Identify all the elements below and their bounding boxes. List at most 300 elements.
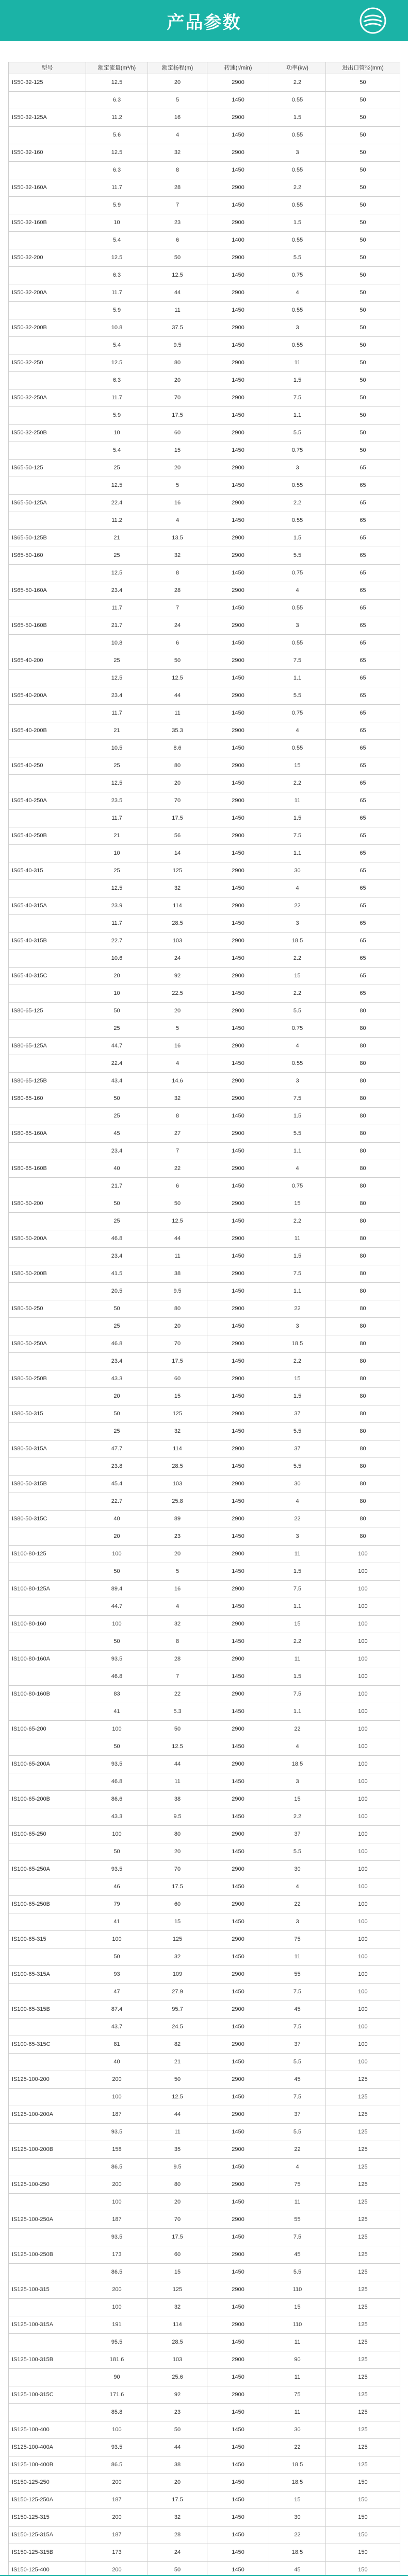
model-cell (9, 337, 86, 354)
table-row (9, 810, 400, 827)
value-cell: 55 (269, 2211, 326, 2229)
value-cell: 80 (326, 1423, 400, 1440)
table-row (9, 2386, 400, 2404)
value-cell: 150 (326, 2492, 400, 2509)
value-cell: 1450 (207, 407, 269, 425)
value-cell: 3 (269, 1773, 326, 1791)
table-row (9, 74, 400, 92)
table-row (9, 845, 400, 862)
table-row (9, 1300, 400, 1318)
value-cell: 1.1 (269, 407, 326, 425)
value-cell: 100 (326, 1966, 400, 1984)
model-cell: IS65-50-125B (9, 530, 86, 547)
table-row (9, 2404, 400, 2421)
value-cell: 1400 (207, 232, 269, 249)
value-cell: 5.5 (269, 1458, 326, 1476)
value-cell: 25 (86, 1213, 148, 1230)
table-row (9, 1038, 400, 1055)
value-cell: 2900 (207, 2281, 269, 2299)
model-cell: IS150-125-315A (9, 2527, 86, 2544)
model-cell: IS125-100-200 (9, 2071, 86, 2089)
value-cell: 8 (148, 565, 207, 582)
table-row (9, 2194, 400, 2211)
value-cell: 0.55 (269, 197, 326, 214)
value-cell: 93.5 (86, 1861, 148, 1878)
value-cell: 28 (148, 179, 207, 197)
value-cell: 20 (86, 1388, 148, 1405)
model-cell: IS50-32-160 (9, 144, 86, 162)
value-cell: 171.6 (86, 2386, 148, 2404)
value-cell: 16 (148, 1581, 207, 1598)
value-cell: 15 (148, 442, 207, 460)
value-cell: 80 (326, 1353, 400, 1370)
value-cell: 5.5 (269, 1843, 326, 1861)
model-cell (9, 1108, 86, 1125)
model-cell (9, 1248, 86, 1265)
value-cell: 8 (148, 1633, 207, 1651)
value-cell: 50 (148, 2071, 207, 2089)
value-cell: 37.5 (148, 319, 207, 337)
value-cell: 200 (86, 2071, 148, 2089)
model-cell (9, 2159, 86, 2176)
model-cell: IS65-40-250 (9, 757, 86, 775)
table-row (9, 1090, 400, 1108)
value-cell: 3 (269, 1318, 326, 1335)
value-cell: 65 (326, 565, 400, 582)
value-cell: 15 (148, 1388, 207, 1405)
value-cell: 1450 (207, 1423, 269, 1440)
value-cell: 47.7 (86, 1440, 148, 1458)
value-cell: 9.5 (148, 2159, 207, 2176)
value-cell: 1450 (207, 950, 269, 968)
value-cell: 47 (86, 1984, 148, 2001)
model-cell: IS80-65-125A (9, 1038, 86, 1055)
value-cell: 11 (148, 302, 207, 319)
table-row (9, 1335, 400, 1353)
model-cell (9, 915, 86, 933)
value-cell: 65 (326, 722, 400, 740)
model-cell (9, 162, 86, 179)
value-cell: 80 (148, 1826, 207, 1843)
value-cell: 11 (148, 1248, 207, 1265)
value-cell: 25 (86, 1423, 148, 1440)
value-cell: 80 (326, 1038, 400, 1055)
value-cell: 1450 (207, 1598, 269, 1616)
value-cell: 65 (326, 460, 400, 477)
table-row (9, 1808, 400, 1826)
value-cell: 12.5 (148, 670, 207, 687)
value-cell: 12.5 (86, 354, 148, 372)
value-cell: 80 (326, 1440, 400, 1458)
value-cell: 86.5 (86, 2456, 148, 2474)
value-cell: 5.5 (269, 2054, 326, 2071)
value-cell: 125 (326, 2089, 400, 2106)
column-header: 转速(r/min) (207, 62, 269, 74)
value-cell: 1450 (207, 1843, 269, 1861)
spec-table (8, 62, 400, 2576)
value-cell: 6 (148, 1178, 207, 1195)
value-cell: 11 (148, 2124, 207, 2141)
value-cell: 1450 (207, 2456, 269, 2474)
value-cell: 20 (148, 460, 207, 477)
value-cell: 20 (148, 2194, 207, 2211)
value-cell: 50 (86, 1405, 148, 1423)
value-cell: 25 (86, 652, 148, 670)
value-cell: 15 (269, 757, 326, 775)
model-cell: IS50-32-250B (9, 425, 86, 442)
value-cell: 14.6 (148, 1073, 207, 1090)
table-row (9, 722, 400, 740)
model-cell (9, 2264, 86, 2281)
value-cell: 5.5 (269, 2264, 326, 2281)
table-row (9, 2456, 400, 2474)
value-cell: 6 (148, 232, 207, 249)
value-cell: 1450 (207, 1388, 269, 1405)
value-cell: 46 (86, 1878, 148, 1896)
value-cell: 50 (326, 354, 400, 372)
value-cell: 150 (326, 2509, 400, 2527)
value-cell: 50 (326, 197, 400, 214)
value-cell: 100 (326, 1913, 400, 1931)
value-cell: 80 (326, 1195, 400, 1213)
value-cell: 100 (86, 1826, 148, 1843)
model-cell: IS65-50-160A (9, 582, 86, 600)
model-cell: IS125-100-400B (9, 2456, 86, 2474)
table-row (9, 1405, 400, 1423)
value-cell: 35 (148, 2141, 207, 2159)
value-cell: 181.6 (86, 2351, 148, 2369)
value-cell: 12.5 (148, 1213, 207, 1230)
table-row (9, 530, 400, 547)
value-cell: 23 (148, 2404, 207, 2421)
value-cell: 1450 (207, 127, 269, 144)
value-cell: 23 (148, 214, 207, 232)
value-cell: 80 (326, 1511, 400, 1528)
table-row (9, 1458, 400, 1476)
value-cell: 1450 (207, 1703, 269, 1721)
table-row (9, 757, 400, 775)
value-cell: 11.7 (86, 600, 148, 617)
value-cell: 0.75 (269, 705, 326, 722)
value-cell: 80 (326, 1335, 400, 1353)
table-row (9, 2019, 400, 2036)
model-cell (9, 810, 86, 827)
table-row (9, 179, 400, 197)
value-cell: 15 (148, 1913, 207, 1931)
value-cell: 6.3 (86, 267, 148, 284)
model-cell: IS65-40-250A (9, 792, 86, 810)
value-cell: 2900 (207, 1791, 269, 1808)
value-cell: 2900 (207, 1003, 269, 1020)
value-cell: 4 (269, 284, 326, 302)
value-cell: 1450 (207, 2194, 269, 2211)
model-cell: IS80-50-200A (9, 1230, 86, 1248)
spec-table-container (8, 62, 400, 2576)
table-row (9, 302, 400, 319)
table-row (9, 1476, 400, 1493)
value-cell: 80 (148, 2176, 207, 2194)
table-row (9, 1546, 400, 1563)
model-cell (9, 2299, 86, 2316)
value-cell: 125 (326, 2299, 400, 2316)
value-cell: 200 (86, 2562, 148, 2576)
value-cell: 50 (326, 249, 400, 267)
model-cell: IS50-32-200B (9, 319, 86, 337)
value-cell: 20 (148, 372, 207, 389)
value-cell: 0.75 (269, 1020, 326, 1038)
value-cell: 2900 (207, 530, 269, 547)
value-cell: 65 (326, 617, 400, 635)
value-cell: 100 (326, 1896, 400, 1913)
table-row (9, 2176, 400, 2194)
model-cell: IS65-40-250B (9, 827, 86, 845)
value-cell: 10 (86, 845, 148, 862)
table-row (9, 880, 400, 897)
value-cell: 38 (148, 1265, 207, 1283)
value-cell: 11.7 (86, 810, 148, 827)
value-cell: 45.4 (86, 1476, 148, 1493)
value-cell: 23.4 (86, 1248, 148, 1265)
value-cell: 5 (148, 477, 207, 495)
value-cell: 9.5 (148, 337, 207, 354)
value-cell: 65 (326, 968, 400, 985)
value-cell: 150 (326, 2544, 400, 2562)
value-cell: 125 (326, 2334, 400, 2351)
value-cell: 28 (148, 1651, 207, 1668)
value-cell: 200 (86, 2176, 148, 2194)
value-cell: 100 (86, 2421, 148, 2439)
value-cell: 1.5 (269, 810, 326, 827)
value-cell: 65 (326, 775, 400, 792)
table-row (9, 1073, 400, 1090)
value-cell: 8 (148, 1108, 207, 1125)
value-cell: 80 (326, 1230, 400, 1248)
value-cell: 1450 (207, 197, 269, 214)
value-cell: 7.5 (269, 1984, 326, 2001)
value-cell: 1450 (207, 1563, 269, 1581)
table-row (9, 1598, 400, 1616)
value-cell: 2900 (207, 1370, 269, 1388)
model-cell: IS80-50-250 (9, 1300, 86, 1318)
value-cell: 65 (326, 635, 400, 652)
model-cell: IS50-32-125 (9, 74, 86, 92)
model-cell (9, 2334, 86, 2351)
table-row (9, 1143, 400, 1160)
value-cell: 20 (148, 74, 207, 92)
value-cell: 1450 (207, 670, 269, 687)
model-cell (9, 1528, 86, 1546)
model-cell: IS50-32-250A (9, 389, 86, 407)
value-cell: 125 (326, 2176, 400, 2194)
value-cell: 10.8 (86, 319, 148, 337)
value-cell: 80 (326, 1300, 400, 1318)
value-cell: 56 (148, 827, 207, 845)
circle-stripes-icon (360, 7, 386, 34)
value-cell: 32 (148, 1423, 207, 1440)
model-cell: IS80-65-125B (9, 1073, 86, 1090)
value-cell: 1450 (207, 1020, 269, 1038)
value-cell: 125 (326, 2071, 400, 2089)
table-row (9, 1493, 400, 1511)
value-cell: 1.1 (269, 1703, 326, 1721)
model-cell (9, 705, 86, 722)
value-cell: 24.5 (148, 2019, 207, 2036)
model-cell: IS65-40-200 (9, 652, 86, 670)
value-cell: 93 (86, 1966, 148, 1984)
value-cell: 28 (148, 582, 207, 600)
value-cell: 32 (148, 2509, 207, 2527)
value-cell: 100 (326, 1616, 400, 1633)
value-cell: 1450 (207, 775, 269, 792)
value-cell: 11.7 (86, 705, 148, 722)
value-cell: 110 (269, 2316, 326, 2334)
page-title: 产品参数 (167, 12, 241, 33)
table-row (9, 705, 400, 722)
value-cell: 11 (269, 1546, 326, 1563)
value-cell: 1450 (207, 2474, 269, 2492)
model-cell (9, 407, 86, 425)
value-cell: 80 (326, 1248, 400, 1265)
value-cell: 60 (148, 425, 207, 442)
value-cell: 38 (148, 1791, 207, 1808)
value-cell: 80 (148, 1300, 207, 1318)
model-cell: IS65-40-315B (9, 933, 86, 950)
value-cell: 2900 (207, 722, 269, 740)
value-cell: 43.3 (86, 1808, 148, 1826)
table-row (9, 985, 400, 1003)
value-cell: 44 (148, 1756, 207, 1773)
value-cell: 187 (86, 2527, 148, 2544)
value-cell: 1450 (207, 2019, 269, 2036)
model-cell (9, 1948, 86, 1966)
value-cell: 100 (326, 1633, 400, 1651)
value-cell: 1450 (207, 2439, 269, 2456)
value-cell: 50 (326, 442, 400, 460)
value-cell: 20 (148, 1843, 207, 1861)
value-cell: 2900 (207, 862, 269, 880)
value-cell: 1450 (207, 1773, 269, 1791)
model-cell: IS65-40-315 (9, 862, 86, 880)
model-cell: IS100-80-160B (9, 1686, 86, 1703)
value-cell: 4 (269, 2159, 326, 2176)
value-cell: 20.5 (86, 1283, 148, 1300)
value-cell: 22 (269, 1896, 326, 1913)
value-cell: 0.75 (269, 565, 326, 582)
value-cell: 1450 (207, 1493, 269, 1511)
value-cell: 25 (86, 460, 148, 477)
value-cell: 2900 (207, 1721, 269, 1738)
value-cell: 50 (326, 302, 400, 319)
value-cell: 24 (148, 950, 207, 968)
value-cell: 2900 (207, 652, 269, 670)
value-cell: 125 (326, 2404, 400, 2421)
value-cell: 23.4 (86, 1143, 148, 1160)
value-cell: 12.5 (86, 74, 148, 92)
value-cell: 0.55 (269, 477, 326, 495)
value-cell: 17.5 (148, 2229, 207, 2246)
value-cell: 7.5 (269, 827, 326, 845)
value-cell: 24 (148, 2544, 207, 2562)
value-cell: 17.5 (148, 407, 207, 425)
table-row (9, 950, 400, 968)
value-cell: 65 (326, 810, 400, 827)
value-cell: 11.7 (86, 389, 148, 407)
value-cell: 17.5 (148, 1878, 207, 1896)
value-cell: 3 (269, 460, 326, 477)
value-cell: 95.5 (86, 2334, 148, 2351)
value-cell: 1450 (207, 2421, 269, 2439)
value-cell: 8.6 (148, 740, 207, 757)
table-row (9, 425, 400, 442)
value-cell: 1.5 (269, 1108, 326, 1125)
value-cell: 12.5 (86, 880, 148, 897)
model-cell: IS80-65-160A (9, 1125, 86, 1143)
value-cell: 21.7 (86, 617, 148, 635)
value-cell: 125 (326, 2106, 400, 2124)
value-cell: 3 (269, 915, 326, 933)
value-cell: 0.55 (269, 127, 326, 144)
value-cell: 65 (326, 687, 400, 705)
model-cell (9, 1773, 86, 1791)
value-cell: 17.5 (148, 1353, 207, 1370)
value-cell: 65 (326, 740, 400, 757)
model-cell: IS80-50-200B (9, 1265, 86, 1283)
value-cell: 1.5 (269, 1388, 326, 1405)
value-cell: 1450 (207, 1143, 269, 1160)
value-cell: 187 (86, 2492, 148, 2509)
value-cell: 65 (326, 845, 400, 862)
model-cell (9, 1984, 86, 2001)
value-cell: 5.5 (269, 249, 326, 267)
value-cell: 27 (148, 1125, 207, 1143)
value-cell: 16 (148, 109, 207, 127)
value-cell: 0.75 (269, 1178, 326, 1195)
value-cell: 65 (326, 652, 400, 670)
value-cell: 80 (326, 1020, 400, 1038)
value-cell: 4 (269, 1493, 326, 1511)
value-cell: 11 (269, 2194, 326, 2211)
model-cell: IS65-50-160B (9, 617, 86, 635)
value-cell: 80 (326, 1213, 400, 1230)
table-row (9, 249, 400, 267)
value-cell: 100 (326, 2019, 400, 2036)
value-cell: 100 (326, 2001, 400, 2019)
model-cell: IS100-65-315C (9, 2036, 86, 2054)
value-cell: 50 (326, 407, 400, 425)
value-cell: 11.7 (86, 284, 148, 302)
model-cell: IS125-100-315B (9, 2351, 86, 2369)
value-cell: 125 (326, 2211, 400, 2229)
value-cell: 2900 (207, 2106, 269, 2124)
value-cell: 80 (148, 757, 207, 775)
value-cell: 85.8 (86, 2404, 148, 2421)
value-cell: 2900 (207, 1440, 269, 1458)
table-row (9, 1265, 400, 1283)
value-cell: 1450 (207, 1948, 269, 1966)
value-cell: 1450 (207, 1353, 269, 1370)
value-cell: 1450 (207, 740, 269, 757)
value-cell: 1450 (207, 1913, 269, 1931)
value-cell: 1450 (207, 92, 269, 109)
value-cell: 5 (148, 92, 207, 109)
model-cell: IS80-65-125 (9, 1003, 86, 1020)
value-cell: 2900 (207, 74, 269, 92)
value-cell: 125 (326, 2141, 400, 2159)
table-row (9, 1423, 400, 1440)
table-row (9, 1003, 400, 1020)
value-cell: 65 (326, 915, 400, 933)
value-cell: 1450 (207, 1458, 269, 1476)
